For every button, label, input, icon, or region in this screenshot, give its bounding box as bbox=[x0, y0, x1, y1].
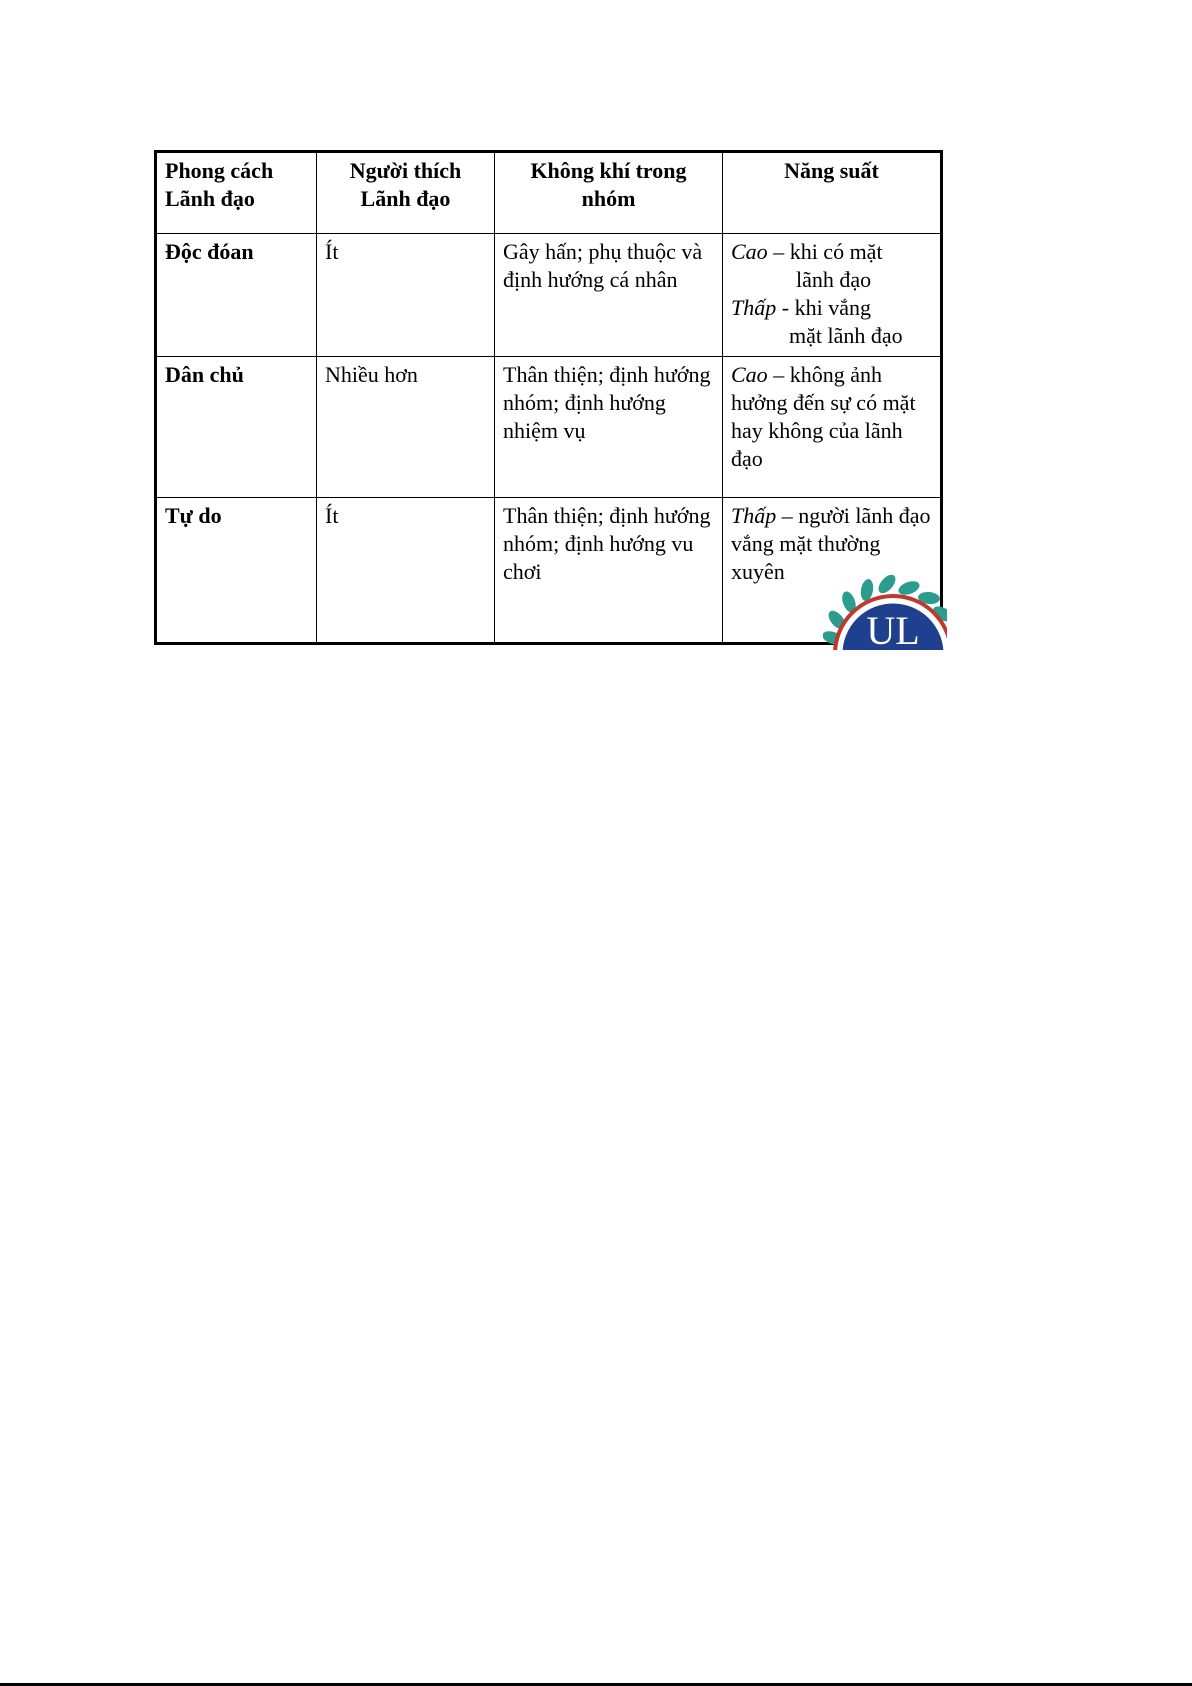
header-productivity: Năng suất bbox=[723, 152, 942, 234]
productivity-term: Cao bbox=[731, 239, 768, 264]
header-preference: Người thích Lãnh đạo bbox=[317, 152, 495, 234]
seal-icon bbox=[823, 566, 947, 650]
productivity-detail: – không ảnh hưởng đến sự có mặt hay không của lãnh đạo bbox=[731, 362, 916, 471]
row-productivity bbox=[723, 234, 942, 357]
seal-monogram: UL bbox=[866, 608, 920, 650]
row-preference: Ít bbox=[317, 234, 495, 357]
row-style-autocratic: Độc đóan bbox=[156, 234, 317, 357]
table-row bbox=[156, 357, 942, 498]
row-atmosphere: Thân thiện; định hướng nhóm; định hướng nhiệm vụ bbox=[495, 357, 723, 498]
university-seal-logo bbox=[823, 566, 947, 650]
table-row bbox=[156, 234, 942, 357]
header-leadership-style: Phong cách Lãnh đạo bbox=[156, 152, 317, 234]
productivity-detail: – người lãnh đạo vắng mặt thường xuyên bbox=[731, 503, 931, 584]
productivity-term: Cao bbox=[731, 362, 768, 387]
row-productivity bbox=[723, 357, 942, 498]
productivity-detail-cont: mặt lãnh đạo bbox=[789, 323, 903, 348]
productivity-detail-cont: lãnh đạo bbox=[796, 267, 872, 292]
row-atmosphere: Thân thiện; định hướng nhóm; định hướng vu chơi bbox=[495, 498, 723, 644]
productivity-term: Thấp bbox=[731, 503, 777, 528]
table-header-row bbox=[156, 152, 942, 234]
productivity-detail: - khi vắng bbox=[776, 295, 871, 320]
row-style-laissez-faire: Tự do bbox=[156, 498, 317, 644]
row-atmosphere: Gây hấn; phụ thuộc và định hướng cá nhân bbox=[495, 234, 723, 357]
productivity-term: Thấp bbox=[731, 295, 777, 320]
header-group-atmosphere: Không khí trong nhóm bbox=[495, 152, 723, 234]
productivity-detail: – khi có mặt bbox=[767, 239, 883, 264]
row-preference: Nhiều hơn bbox=[317, 357, 495, 498]
row-style-democratic: Dân chủ bbox=[156, 357, 317, 498]
row-preference: Ít bbox=[317, 498, 495, 644]
